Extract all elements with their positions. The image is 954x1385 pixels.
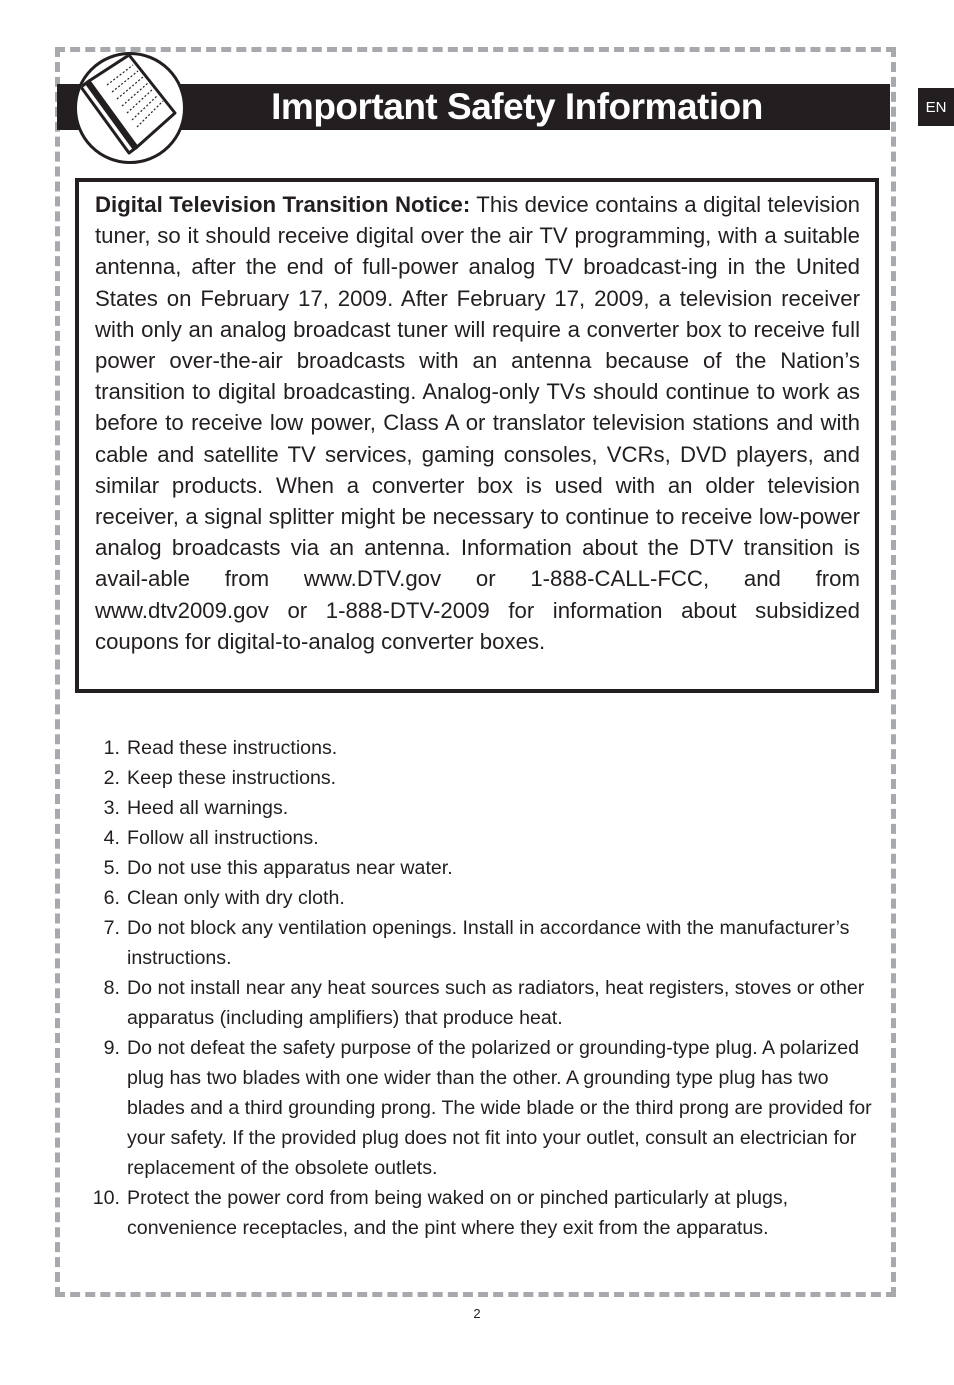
- item-text: Do not install near any heat sources such as radiators, heat registers, stoves or other apparatus (including amplifiers) that produce heat.: [127, 977, 865, 1029]
- open-book-icon: [74, 52, 186, 164]
- item-text: Read these instructions.: [127, 737, 338, 759]
- dtv-transition-notice: [75, 178, 879, 693]
- item-text: Do not defeat the safety purpose of the polarized or grounding-type plug. A polarized plug has two blades with one wider than the other. A grounding type plug has two blades and a third grounding prong. The wide blade or the third prong are provided for your safety. If the provided plug does not fit into your outlet, consult an electrician for replacement of the obsolete outlets.: [127, 1037, 872, 1179]
- list-item: [86, 883, 886, 913]
- safety-instructions-list: [86, 733, 886, 1243]
- list-item: [86, 763, 886, 793]
- page-title: Important Safety Information: [271, 86, 763, 127]
- list-item: [86, 793, 886, 823]
- list-item: [86, 853, 886, 883]
- item-text: Do not use this apparatus near water.: [127, 857, 453, 879]
- notice-heading: Digital Television Transition Notice:: [95, 192, 471, 217]
- item-number: 5.: [103, 857, 120, 879]
- item-number: 7.: [103, 917, 120, 939]
- notice-body: This device contains a digital television tuner, so it should receive digital over the air TV programming, with a suitable antenna, after the end of full-power analog TV broadcast-ing in the United States on February 17, 2009. After February 17, 2009, a television receiver with only an analog broadcast tuner will require a converter box to receive full power over-the-air broadcasts with an antenna because of the Nation’s transition to digital broadcasting. Analog-only TVs should continue to work as before to receive low power, Class A or translator television stations and with cable and satellite TV services, gaming consoles, VCRs, DVD players, and similar products. When a converter box is used with an older television receiver, a signal splitter might be necessary to continue to receive low-power analog broadcasts via an antenna. Information about the DTV transition is avail-able from www.DTV.gov or 1-888-CALL-FCC, and from www.dtv2009.gov or 1-888-DTV-2009 for information about subsidized coupons for digital-to-analog converter boxes.: [95, 192, 860, 654]
- item-number: 4.: [103, 827, 120, 849]
- item-number: 6.: [103, 887, 120, 909]
- item-text: Clean only with dry cloth.: [127, 887, 345, 909]
- list-item: [86, 823, 886, 853]
- item-text: Heed all warnings.: [127, 797, 289, 819]
- list-item: [86, 913, 886, 973]
- item-number: 3.: [103, 797, 120, 819]
- notice-paragraph: [95, 189, 860, 657]
- item-number: 9.: [103, 1037, 120, 1059]
- item-number: 1.: [103, 737, 120, 759]
- item-text: Keep these instructions.: [127, 767, 337, 789]
- language-tab: EN: [918, 88, 954, 126]
- list-item: [86, 973, 886, 1033]
- page-number: 2: [473, 1306, 481, 1321]
- list-item: [86, 1033, 886, 1183]
- item-number: 2.: [103, 767, 120, 789]
- list-item: [86, 733, 886, 763]
- list-item: [86, 1183, 886, 1243]
- item-text: Do not block any ventilation openings. Install in accordance with the manufacturer’s instructions.: [127, 917, 850, 969]
- item-text: Follow all instructions.: [127, 827, 319, 849]
- item-text: Protect the power cord from being waked on or pinched particularly at plugs, convenience receptacles, and the pint where they exit from the apparatus.: [127, 1187, 789, 1239]
- item-number: 10.: [92, 1187, 120, 1209]
- item-number: 8.: [103, 977, 120, 999]
